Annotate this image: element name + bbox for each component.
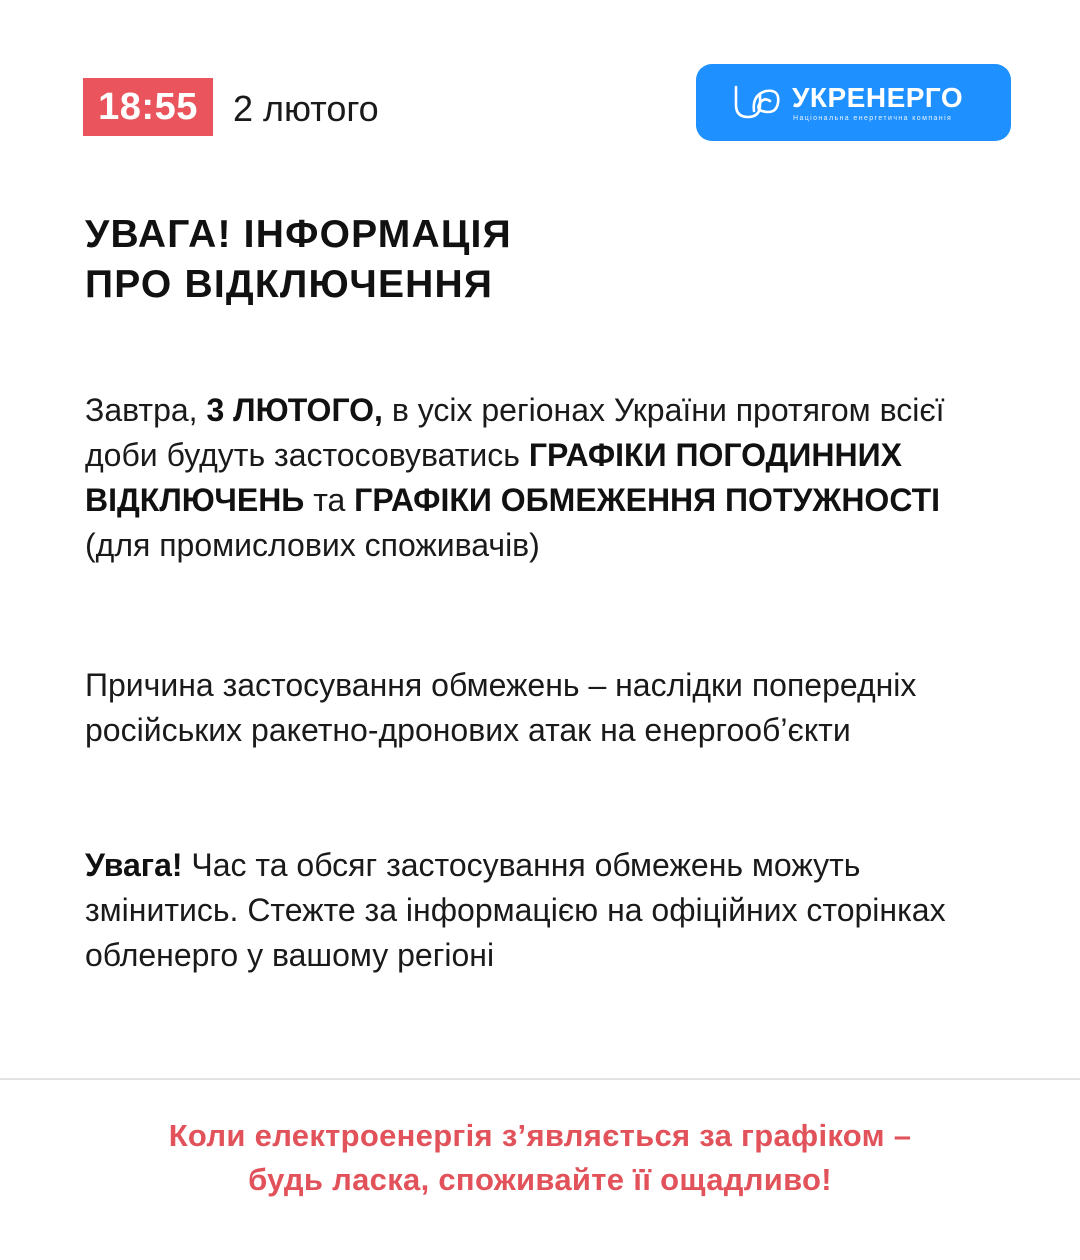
logo-subtitle: Національна енергетична компанія (793, 115, 953, 122)
headline-line-2: ПРО ВІДКЛЮЧЕННЯ (85, 263, 494, 306)
logo-name: УКРЕНЕРГО (792, 82, 964, 113)
warning-label: Увага! (85, 847, 183, 883)
warning-text: Час та обсяг застосування обмежень можуть змінитись. Стежте за інформацією на офіційних сторінках обленерго у вашому регіоні (85, 847, 946, 973)
paragraph1-schedule-outages: ГРАФІКИ ПОГОДИННИХ ВІДКЛЮЧЕНЬ (85, 437, 902, 518)
warning-paragraph (85, 843, 985, 978)
announcement-paragraph (85, 388, 985, 568)
paragraph1-text-1: Завтра, (85, 392, 207, 428)
paragraph1-schedule-power-limits: ГРАФІКИ ОБМЕЖЕННЯ ПОТУЖНОСТІ (354, 482, 941, 518)
footer-line-2: будь ласка, споживайте її ощадливо! (248, 1162, 832, 1197)
paragraph1-text-4: (для промислових споживачів) (85, 527, 540, 563)
time-badge: 18:55 (83, 78, 213, 136)
footer-divider (0, 1078, 1080, 1080)
date-label: 2 лютого (233, 88, 379, 129)
ukrenergo-logo (696, 64, 1011, 141)
footer-message (0, 1114, 1080, 1202)
paragraph1-text-3: та (304, 482, 355, 518)
paragraph1-text-2: в усіх регіонах України протягом всієї доби будуть застосовуватись (85, 392, 945, 473)
footer-line-1: Коли електроенергія з’являється за графіком – (168, 1118, 912, 1153)
headline-line-1: УВАГА! ІНФОРМАЦІЯ (85, 213, 512, 256)
paragraph1-date: 3 ЛЮТОГО, (206, 392, 383, 428)
reason-paragraph (85, 663, 985, 753)
ukrenergo-logo-icon (732, 81, 784, 123)
reason-text: Причина застосування обмежень – наслідки попередніх російських ракетно-дронових атак на енергооб’єкти (85, 667, 917, 748)
headline (85, 210, 512, 310)
